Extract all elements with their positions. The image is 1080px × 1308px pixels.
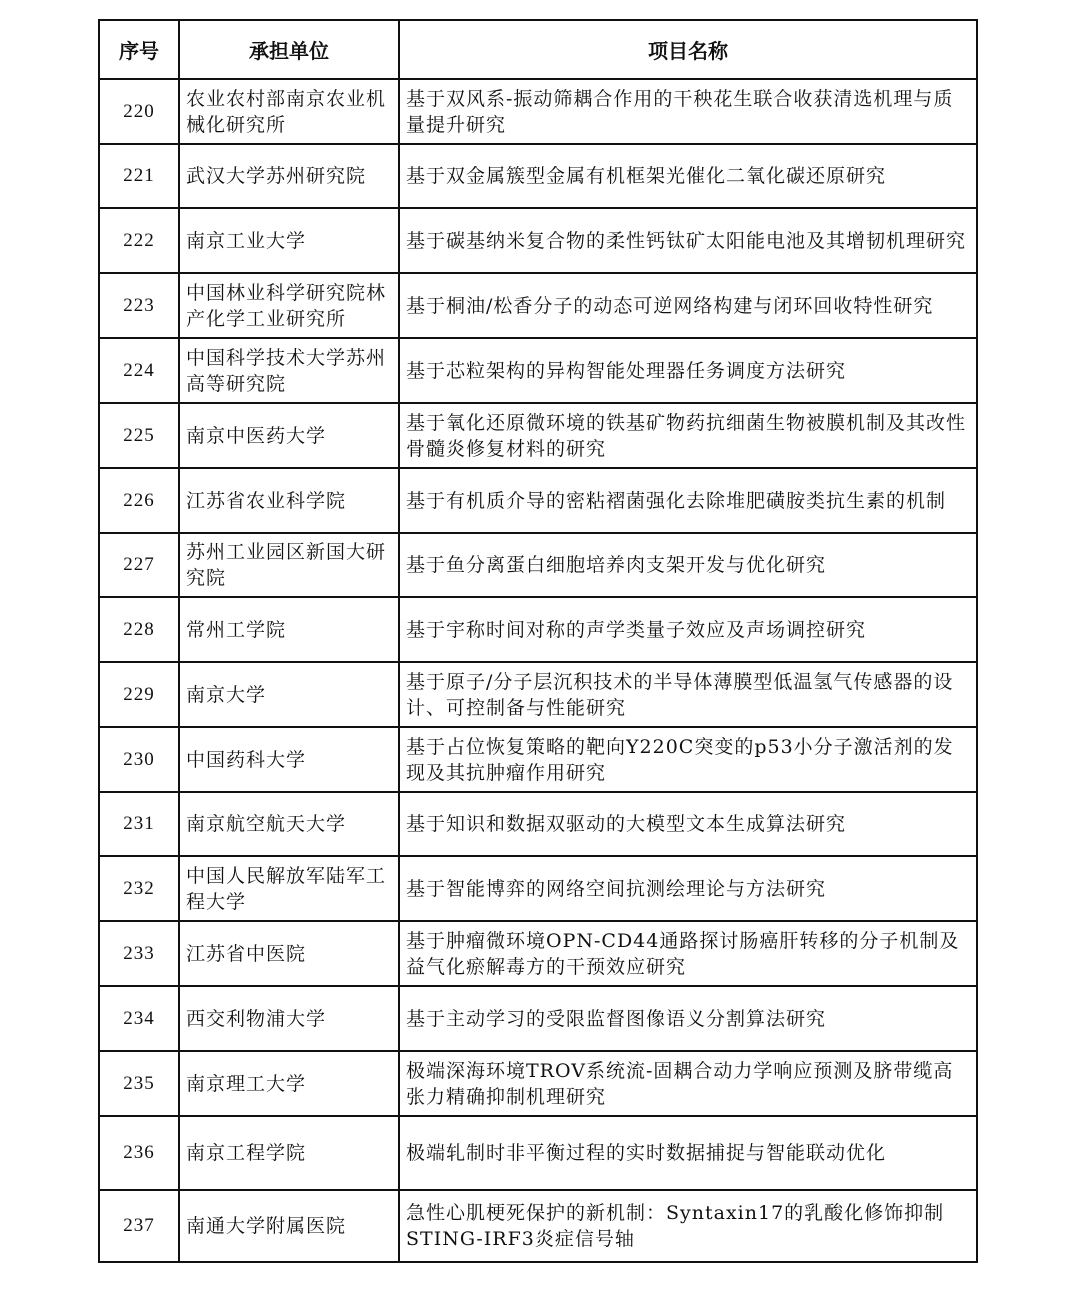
table-row	[99, 986, 977, 1051]
project-name-cell: 基于芯粒架构的异构智能处理器任务调度方法研究	[399, 338, 977, 403]
header-undertaking-unit: 承担单位	[179, 20, 399, 79]
undertaking-unit-cell: 江苏省农业科学院	[179, 468, 399, 533]
project-name-cell: 极端轧制时非平衡过程的实时数据捕捉与智能联动优化	[399, 1116, 977, 1190]
serial-number-cell: 225	[99, 403, 179, 468]
table-row	[99, 792, 977, 856]
project-list-table	[98, 19, 978, 1263]
project-name-cell: 极端深海环境TROV系统流-固耦合动力学响应预测及脐带缆高张力精确抑制机理研究	[399, 1051, 977, 1116]
table-row	[99, 208, 977, 273]
undertaking-unit-cell: 农业农村部南京农业机械化研究所	[179, 79, 399, 144]
undertaking-unit-cell: 常州工学院	[179, 597, 399, 662]
project-name-cell: 基于肿瘤微环境OPN-CD44通路探讨肠癌肝转移的分子机制及益气化瘀解毒方的干预效应研究	[399, 921, 977, 986]
project-name-cell: 基于氧化还原微环境的铁基矿物药抗细菌生物被膜机制及其改性骨髓炎修复材料的研究	[399, 403, 977, 468]
project-name-cell: 基于双金属簇型金属有机框架光催化二氧化碳还原研究	[399, 144, 977, 208]
serial-number-cell: 226	[99, 468, 179, 533]
undertaking-unit-cell: 西交利物浦大学	[179, 986, 399, 1051]
serial-number-cell: 222	[99, 208, 179, 273]
undertaking-unit-cell: 南京工程学院	[179, 1116, 399, 1190]
table-row	[99, 338, 977, 403]
table-row	[99, 662, 977, 727]
serial-number-cell: 236	[99, 1116, 179, 1190]
table-body	[99, 79, 977, 1262]
project-name-cell: 基于宇称时间对称的声学类量子效应及声场调控研究	[399, 597, 977, 662]
serial-number-cell: 223	[99, 273, 179, 338]
project-name-cell: 基于占位恢复策略的靶向Y220C突变的p53小分子激活剂的发现及其抗肿瘤作用研究	[399, 727, 977, 792]
project-name-cell: 基于原子/分子层沉积技术的半导体薄膜型低温氢气传感器的设计、可控制备与性能研究	[399, 662, 977, 727]
undertaking-unit-cell: 南京中医药大学	[179, 403, 399, 468]
undertaking-unit-cell: 中国科学技术大学苏州高等研究院	[179, 338, 399, 403]
undertaking-unit-cell: 南京理工大学	[179, 1051, 399, 1116]
table-row	[99, 597, 977, 662]
table-row	[99, 403, 977, 468]
header-project-name: 项目名称	[399, 20, 977, 79]
undertaking-unit-cell: 江苏省中医院	[179, 921, 399, 986]
table-row	[99, 144, 977, 208]
table-row	[99, 727, 977, 792]
serial-number-cell: 234	[99, 986, 179, 1051]
serial-number-cell: 224	[99, 338, 179, 403]
table-row	[99, 856, 977, 921]
undertaking-unit-cell: 南京航空航天大学	[179, 792, 399, 856]
table-row	[99, 468, 977, 533]
project-name-cell: 基于智能博弈的网络空间抗测绘理论与方法研究	[399, 856, 977, 921]
table-row	[99, 1116, 977, 1190]
project-name-cell: 急性心肌梗死保护的新机制：Syntaxin17的乳酸化修饰抑制STING-IRF3炎症信号轴	[399, 1190, 977, 1262]
serial-number-cell: 220	[99, 79, 179, 144]
table-row	[99, 1190, 977, 1262]
table-header-row	[99, 20, 977, 79]
serial-number-cell: 237	[99, 1190, 179, 1262]
project-name-cell: 基于鱼分离蛋白细胞培养肉支架开发与优化研究	[399, 533, 977, 597]
table-row	[99, 921, 977, 986]
table-row	[99, 273, 977, 338]
undertaking-unit-cell: 南通大学附属医院	[179, 1190, 399, 1262]
undertaking-unit-cell: 武汉大学苏州研究院	[179, 144, 399, 208]
table-row	[99, 1051, 977, 1116]
project-name-cell: 基于有机质介导的密粘褶菌强化去除堆肥磺胺类抗生素的机制	[399, 468, 977, 533]
undertaking-unit-cell: 中国林业科学研究院林产化学工业研究所	[179, 273, 399, 338]
project-name-cell: 基于主动学习的受限监督图像语义分割算法研究	[399, 986, 977, 1051]
serial-number-cell: 235	[99, 1051, 179, 1116]
undertaking-unit-cell: 中国药科大学	[179, 727, 399, 792]
serial-number-cell: 232	[99, 856, 179, 921]
serial-number-cell: 230	[99, 727, 179, 792]
undertaking-unit-cell: 南京大学	[179, 662, 399, 727]
serial-number-cell: 231	[99, 792, 179, 856]
serial-number-cell: 233	[99, 921, 179, 986]
table-row	[99, 79, 977, 144]
serial-number-cell: 229	[99, 662, 179, 727]
serial-number-cell: 221	[99, 144, 179, 208]
serial-number-cell: 227	[99, 533, 179, 597]
project-name-cell: 基于知识和数据双驱动的大模型文本生成算法研究	[399, 792, 977, 856]
undertaking-unit-cell: 苏州工业园区新国大研究院	[179, 533, 399, 597]
undertaking-unit-cell: 南京工业大学	[179, 208, 399, 273]
header-serial-number: 序号	[99, 20, 179, 79]
project-name-cell: 基于碳基纳米复合物的柔性钙钛矿太阳能电池及其增韧机理研究	[399, 208, 977, 273]
undertaking-unit-cell: 中国人民解放军陆军工程大学	[179, 856, 399, 921]
table-row	[99, 533, 977, 597]
project-name-cell: 基于桐油/松香分子的动态可逆网络构建与闭环回收特性研究	[399, 273, 977, 338]
serial-number-cell: 228	[99, 597, 179, 662]
project-name-cell: 基于双风系-振动筛耦合作用的干秧花生联合收获清选机理与质量提升研究	[399, 79, 977, 144]
